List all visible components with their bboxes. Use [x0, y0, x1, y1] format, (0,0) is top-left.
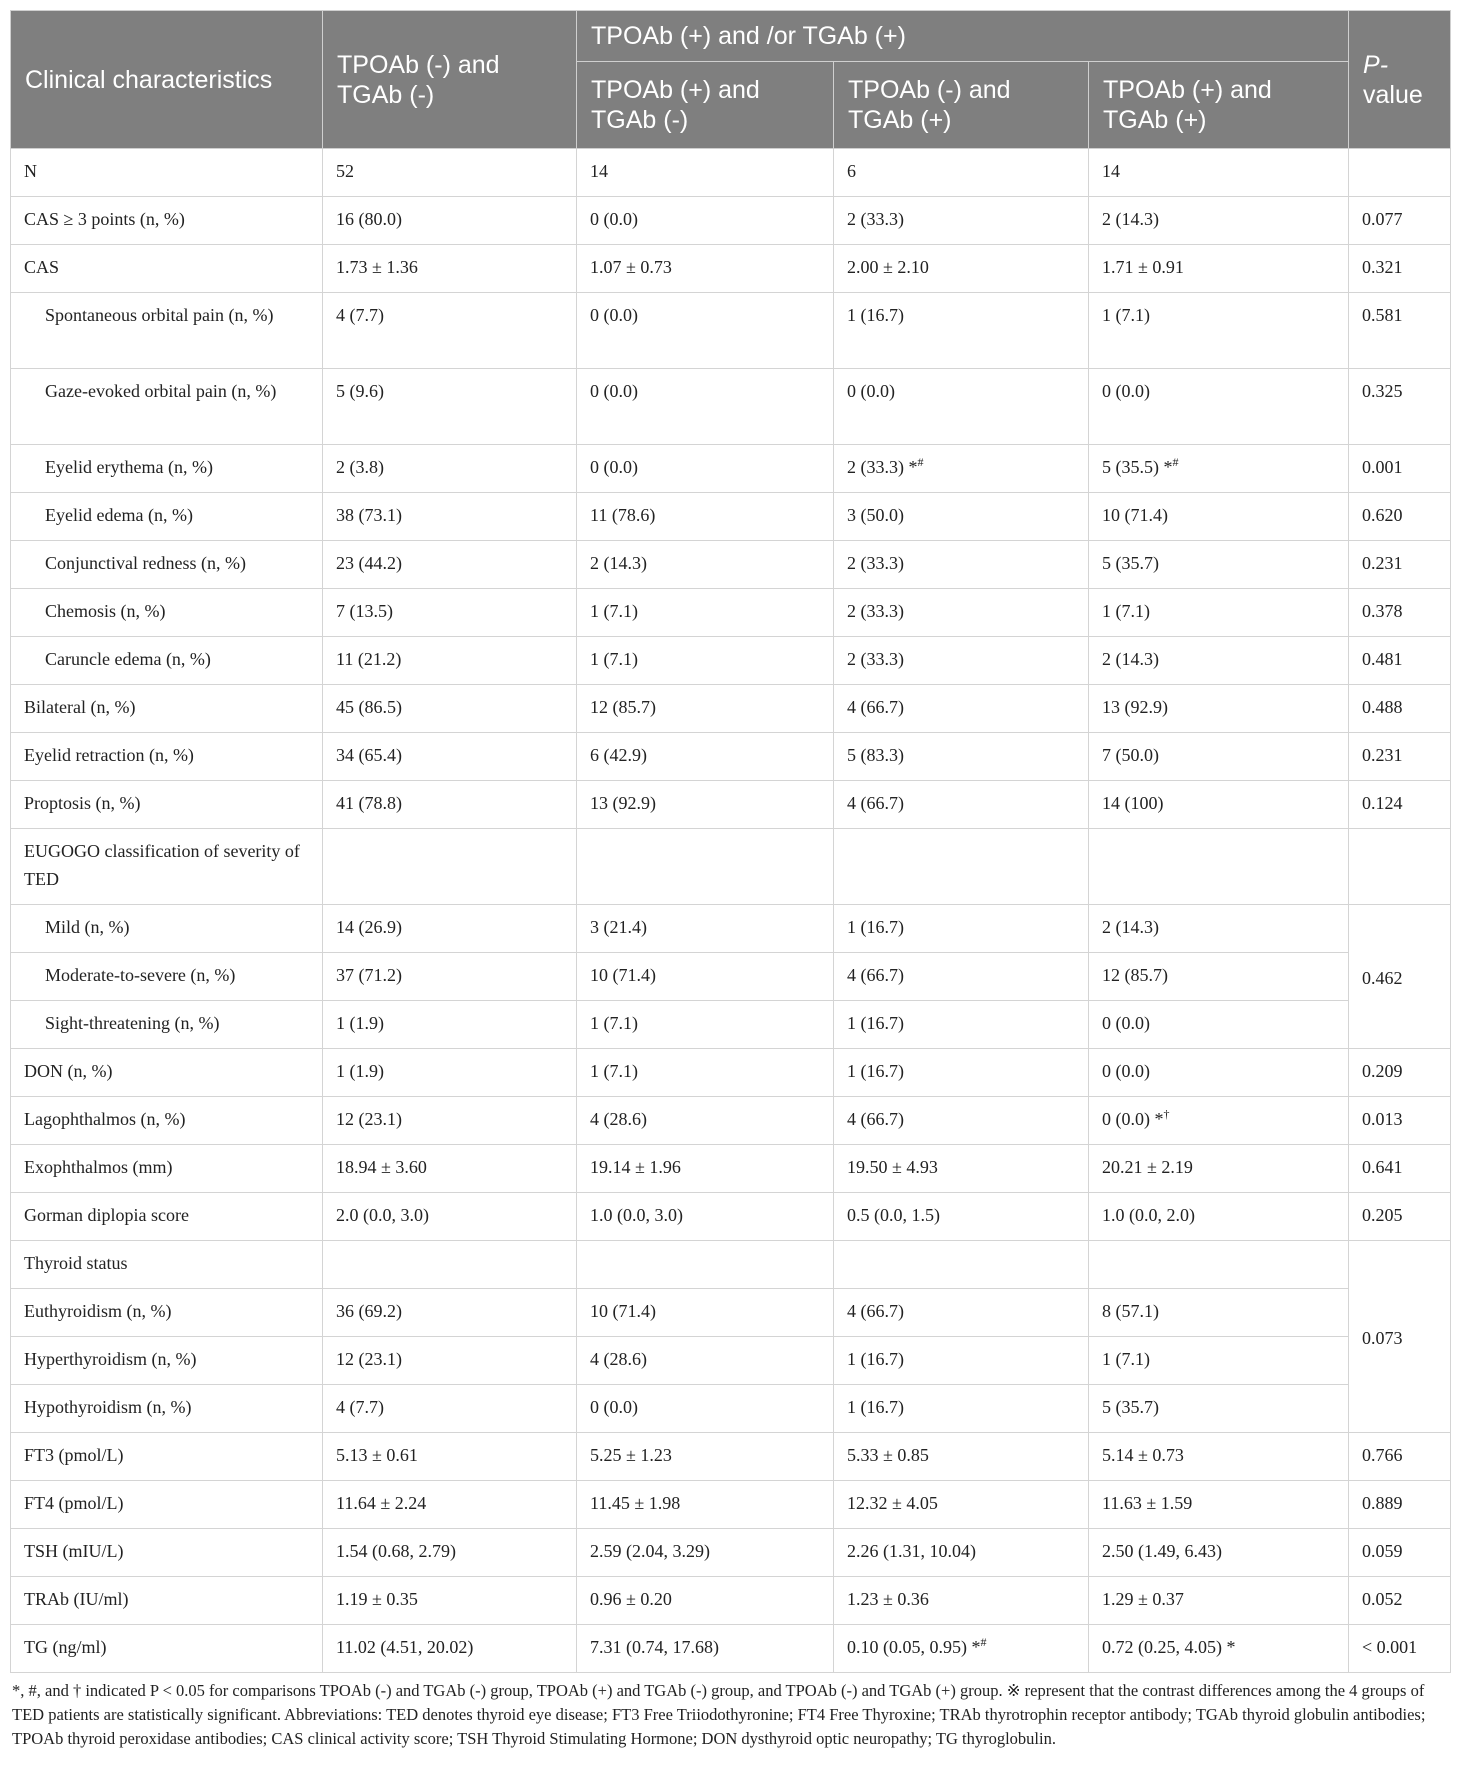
row-label: Eyelid erythema (n, %) — [11, 445, 323, 493]
cell-c5: 2 (14.3) — [1089, 905, 1349, 953]
cell-c5: 1 (7.1) — [1089, 589, 1349, 637]
header-p-rest: value — [1363, 80, 1423, 109]
cell-p — [1349, 829, 1451, 905]
row-label: Hyperthyroidism (n, %) — [11, 1337, 323, 1385]
cell-c5-value: 0 (0.0) * — [1102, 1109, 1164, 1129]
row-label: TSH (mIU/L) — [11, 1529, 323, 1577]
table-row — [11, 445, 1451, 493]
cell-c3: 0 (0.0) — [577, 445, 834, 493]
cell-c5: 11.63 ± 1.59 — [1089, 1481, 1349, 1529]
cell-p: 0.001 — [1349, 445, 1451, 493]
cell-c2: 5 (9.6) — [323, 369, 577, 445]
row-label: Gorman diplopia score — [11, 1193, 323, 1241]
cell-c5: 7 (50.0) — [1089, 733, 1349, 781]
table-row — [11, 541, 1451, 589]
cell-c5: 14 — [1089, 149, 1349, 197]
cell-c5: 0.72 (0.25, 4.05) * — [1089, 1625, 1349, 1673]
row-label: Bilateral (n, %) — [11, 685, 323, 733]
cell-c3: 0.96 ± 0.20 — [577, 1577, 834, 1625]
header-group-positive: TPOAb (+) and /or TGAb (+) — [577, 11, 1349, 62]
cell-c5: 1 (7.1) — [1089, 293, 1349, 369]
row-label: FT4 (pmol/L) — [11, 1481, 323, 1529]
cell-c5: 1.29 ± 0.37 — [1089, 1577, 1349, 1625]
cell-c2: 4 (7.7) — [323, 293, 577, 369]
cell-c2: 52 — [323, 149, 577, 197]
cell-c4: 0 (0.0) — [834, 369, 1089, 445]
cell-c5: 0 (0.0) — [1089, 1001, 1349, 1049]
cell-p: 0.231 — [1349, 541, 1451, 589]
cell-c4: 19.50 ± 4.93 — [834, 1145, 1089, 1193]
cell-c4-sup: # — [980, 1635, 987, 1649]
cell-c5 — [1089, 445, 1349, 493]
cell-p: 0.462 — [1349, 905, 1451, 1049]
cell-c4: 1 (16.7) — [834, 293, 1089, 369]
cell-c2: 11 (21.2) — [323, 637, 577, 685]
cell-c4: 1 (16.7) — [834, 1385, 1089, 1433]
row-label: TG (ng/ml) — [11, 1625, 323, 1673]
cell-c5: 12 (85.7) — [1089, 953, 1349, 1001]
cell-c2: 38 (73.1) — [323, 493, 577, 541]
cell-c3: 0 (0.0) — [577, 293, 834, 369]
cell-c2: 36 (69.2) — [323, 1289, 577, 1337]
table-row — [11, 1001, 1451, 1049]
table-row — [11, 781, 1451, 829]
cell-c3: 3 (21.4) — [577, 905, 834, 953]
cell-c5: 20.21 ± 2.19 — [1089, 1145, 1349, 1193]
row-label: Gaze-evoked orbital pain (n, %) — [11, 369, 323, 445]
row-label: Proptosis (n, %) — [11, 781, 323, 829]
cell-c5: 8 (57.1) — [1089, 1289, 1349, 1337]
table-row — [11, 589, 1451, 637]
table-row — [11, 1241, 1451, 1289]
cell-c3 — [577, 829, 834, 905]
cell-c5: 13 (92.9) — [1089, 685, 1349, 733]
row-label: Spontaneous orbital pain (n, %) — [11, 293, 323, 369]
cell-c3: 1.07 ± 0.73 — [577, 245, 834, 293]
cell-c2: 2.0 (0.0, 3.0) — [323, 1193, 577, 1241]
cell-c4 — [834, 1625, 1089, 1673]
row-label: EUGOGO classification of severity of TED — [11, 829, 323, 905]
cell-c2: 11.02 (4.51, 20.02) — [323, 1625, 577, 1673]
row-label: Eyelid retraction (n, %) — [11, 733, 323, 781]
cell-p: 0.488 — [1349, 685, 1451, 733]
header-tpoab-neg-tgab-neg: TPOAb (-) and TGAb (-) — [323, 11, 577, 149]
table-row — [11, 293, 1451, 369]
cell-c4: 3 (50.0) — [834, 493, 1089, 541]
row-label: Hypothyroidism (n, %) — [11, 1385, 323, 1433]
cell-p: 0.766 — [1349, 1433, 1451, 1481]
cell-c4: 4 (66.7) — [834, 1289, 1089, 1337]
cell-c2 — [323, 829, 577, 905]
cell-c5: 14 (100) — [1089, 781, 1349, 829]
cell-c3: 4 (28.6) — [577, 1337, 834, 1385]
cell-c4: 2.00 ± 2.10 — [834, 245, 1089, 293]
table-row — [11, 1385, 1451, 1433]
row-label: Exophthalmos (mm) — [11, 1145, 323, 1193]
table-container — [10, 10, 1450, 1751]
cell-c2: 12 (23.1) — [323, 1097, 577, 1145]
cell-c4: 5 (83.3) — [834, 733, 1089, 781]
cell-c2: 37 (71.2) — [323, 953, 577, 1001]
cell-c3: 10 (71.4) — [577, 1289, 834, 1337]
table-row — [11, 493, 1451, 541]
cell-c5: 5.14 ± 0.73 — [1089, 1433, 1349, 1481]
cell-c4: 2.26 (1.31, 10.04) — [834, 1529, 1089, 1577]
cell-c3: 10 (71.4) — [577, 953, 834, 1001]
cell-c3: 19.14 ± 1.96 — [577, 1145, 834, 1193]
header-tpoab-pos-tgab-pos: TPOAb (+) and TGAb (+) — [1089, 62, 1349, 149]
cell-c4 — [834, 1241, 1089, 1289]
row-label: Euthyroidism (n, %) — [11, 1289, 323, 1337]
table-row — [11, 637, 1451, 685]
cell-c4-sup: # — [917, 455, 924, 469]
cell-c2: 4 (7.7) — [323, 1385, 577, 1433]
cell-c2: 23 (44.2) — [323, 541, 577, 589]
row-label: Lagophthalmos (n, %) — [11, 1097, 323, 1145]
cell-c4 — [834, 445, 1089, 493]
table-row — [11, 685, 1451, 733]
cell-c4: 0.5 (0.0, 1.5) — [834, 1193, 1089, 1241]
cell-c3: 0 (0.0) — [577, 197, 834, 245]
cell-c4: 2 (33.3) — [834, 589, 1089, 637]
table-row — [11, 1577, 1451, 1625]
cell-c4: 1 (16.7) — [834, 905, 1089, 953]
cell-c4: 5.33 ± 0.85 — [834, 1433, 1089, 1481]
cell-p: 0.059 — [1349, 1529, 1451, 1577]
table-row — [11, 1433, 1451, 1481]
cell-p: 0.052 — [1349, 1577, 1451, 1625]
cell-c2: 2 (3.8) — [323, 445, 577, 493]
cell-p — [1349, 149, 1451, 197]
cell-c4: 12.32 ± 4.05 — [834, 1481, 1089, 1529]
cell-c5: 1.0 (0.0, 2.0) — [1089, 1193, 1349, 1241]
cell-c2: 1.54 (0.68, 2.79) — [323, 1529, 577, 1577]
header-p-value — [1349, 11, 1451, 149]
cell-c2: 7 (13.5) — [323, 589, 577, 637]
cell-c5 — [1089, 1097, 1349, 1145]
cell-c4 — [834, 829, 1089, 905]
cell-c3: 13 (92.9) — [577, 781, 834, 829]
cell-c2: 5.13 ± 0.61 — [323, 1433, 577, 1481]
cell-c4: 1 (16.7) — [834, 1049, 1089, 1097]
table-row — [11, 1625, 1451, 1673]
row-label: CAS ≥ 3 points (n, %) — [11, 197, 323, 245]
header-p-italic: P- — [1363, 50, 1389, 79]
cell-c5: 10 (71.4) — [1089, 493, 1349, 541]
cell-p: 0.325 — [1349, 369, 1451, 445]
cell-c3: 11 (78.6) — [577, 493, 834, 541]
cell-c3: 5.25 ± 1.23 — [577, 1433, 834, 1481]
cell-p: 0.124 — [1349, 781, 1451, 829]
cell-c3: 0 (0.0) — [577, 1385, 834, 1433]
row-label: Chemosis (n, %) — [11, 589, 323, 637]
table-row — [11, 829, 1451, 905]
header-clinical-characteristics: Clinical characteristics — [11, 11, 323, 149]
cell-p: 0.378 — [1349, 589, 1451, 637]
cell-c4: 1 (16.7) — [834, 1001, 1089, 1049]
table-row — [11, 369, 1451, 445]
row-label: TRAb (IU/ml) — [11, 1577, 323, 1625]
table-row — [11, 1481, 1451, 1529]
cell-c4: 4 (66.7) — [834, 953, 1089, 1001]
row-label: Mild (n, %) — [11, 905, 323, 953]
cell-c5: 5 (35.7) — [1089, 541, 1349, 589]
cell-c2: 1 (1.9) — [323, 1001, 577, 1049]
cell-c3: 1 (7.1) — [577, 1001, 834, 1049]
table-row — [11, 1145, 1451, 1193]
cell-c3: 7.31 (0.74, 17.68) — [577, 1625, 834, 1673]
cell-c3: 14 — [577, 149, 834, 197]
cell-c5-value: 5 (35.5) * — [1102, 457, 1173, 477]
cell-c4: 4 (66.7) — [834, 1097, 1089, 1145]
header-tpoab-neg-tgab-pos: TPOAb (-) and TGAb (+) — [834, 62, 1089, 149]
cell-c3: 1.0 (0.0, 3.0) — [577, 1193, 834, 1241]
row-label: Eyelid edema (n, %) — [11, 493, 323, 541]
clinical-characteristics-table — [10, 10, 1451, 1673]
cell-c4: 2 (33.3) — [834, 197, 1089, 245]
row-label: N — [11, 149, 323, 197]
cell-c3: 1 (7.1) — [577, 589, 834, 637]
cell-p: < 0.001 — [1349, 1625, 1451, 1673]
cell-p: 0.205 — [1349, 1193, 1451, 1241]
cell-c4: 6 — [834, 149, 1089, 197]
header-tpoab-pos-tgab-neg: TPOAb (+) and TGAb (-) — [577, 62, 834, 149]
cell-c3: 4 (28.6) — [577, 1097, 834, 1145]
cell-c4-value: 0.10 (0.05, 0.95) * — [847, 1637, 981, 1657]
cell-c2: 34 (65.4) — [323, 733, 577, 781]
table-row — [11, 1193, 1451, 1241]
cell-c5: 0 (0.0) — [1089, 369, 1349, 445]
cell-c4: 2 (33.3) — [834, 541, 1089, 589]
cell-c5: 0 (0.0) — [1089, 1049, 1349, 1097]
row-label: Caruncle edema (n, %) — [11, 637, 323, 685]
cell-p: 0.013 — [1349, 1097, 1451, 1145]
cell-c2 — [323, 1241, 577, 1289]
row-label: CAS — [11, 245, 323, 293]
cell-p: 0.209 — [1349, 1049, 1451, 1097]
cell-c3: 6 (42.9) — [577, 733, 834, 781]
cell-p: 0.481 — [1349, 637, 1451, 685]
table-row — [11, 149, 1451, 197]
table-row — [11, 1529, 1451, 1577]
cell-c5 — [1089, 829, 1349, 905]
cell-p: 0.581 — [1349, 293, 1451, 369]
cell-c5: 1 (7.1) — [1089, 1337, 1349, 1385]
cell-c5: 2 (14.3) — [1089, 637, 1349, 685]
cell-p: 0.641 — [1349, 1145, 1451, 1193]
cell-c2: 1.73 ± 1.36 — [323, 245, 577, 293]
table-row — [11, 733, 1451, 781]
cell-c3: 2.59 (2.04, 3.29) — [577, 1529, 834, 1577]
cell-c2: 41 (78.8) — [323, 781, 577, 829]
cell-c5: 1.71 ± 0.91 — [1089, 245, 1349, 293]
table-row — [11, 1097, 1451, 1145]
cell-p: 0.231 — [1349, 733, 1451, 781]
cell-c5-sup: # — [1172, 455, 1179, 469]
cell-c3: 0 (0.0) — [577, 369, 834, 445]
cell-c5-sup: † — [1163, 1107, 1170, 1121]
table-footnote: *, #, and † indicated P < 0.05 for comparisons TPOAb (-) and TGAb (-) group, TPOAb (+) and TGAb (-) group, and TPOAb (-) and TGAb (+) group. ※ represent that the contrast differences among the 4 groups of TED patients are statistically significant. Abbreviations: TED denotes thyroid eye disease; FT3 Free Triiodothyronine; FT4 Free Thyroxine; TRAb thyrotrophin receptor antibody; TGAb thyroid globulin antibodies; TPOAb thyroid peroxidase antibodies; CAS clinical activity score; TSH Thyroid Stimulating Hormone; DON dysthyroid optic neuropathy; TG thyroglobulin. — [12, 1681, 1426, 1748]
row-label: Sight-threatening (n, %) — [11, 1001, 323, 1049]
cell-p: 0.889 — [1349, 1481, 1451, 1529]
cell-c4: 4 (66.7) — [834, 781, 1089, 829]
row-label: FT3 (pmol/L) — [11, 1433, 323, 1481]
cell-c2: 18.94 ± 3.60 — [323, 1145, 577, 1193]
row-label: Moderate-to-severe (n, %) — [11, 953, 323, 1001]
cell-c3: 12 (85.7) — [577, 685, 834, 733]
cell-c3: 2 (14.3) — [577, 541, 834, 589]
cell-c3 — [577, 1241, 834, 1289]
cell-p: 0.620 — [1349, 493, 1451, 541]
table-row — [11, 905, 1451, 953]
table-row — [11, 1289, 1451, 1337]
cell-c4-value: 2 (33.3) * — [847, 457, 918, 477]
cell-c5: 2 (14.3) — [1089, 197, 1349, 245]
cell-c2: 14 (26.9) — [323, 905, 577, 953]
cell-c4: 4 (66.7) — [834, 685, 1089, 733]
table-body — [11, 149, 1451, 1673]
cell-c3: 1 (7.1) — [577, 637, 834, 685]
cell-c2: 12 (23.1) — [323, 1337, 577, 1385]
row-label: Conjunctival redness (n, %) — [11, 541, 323, 589]
cell-c5 — [1089, 1241, 1349, 1289]
cell-c2: 16 (80.0) — [323, 197, 577, 245]
table-header — [11, 11, 1451, 149]
cell-c4: 1.23 ± 0.36 — [834, 1577, 1089, 1625]
cell-p: 0.321 — [1349, 245, 1451, 293]
row-label: Thyroid status — [11, 1241, 323, 1289]
cell-c5: 2.50 (1.49, 6.43) — [1089, 1529, 1349, 1577]
cell-c2: 11.64 ± 2.24 — [323, 1481, 577, 1529]
cell-c2: 1.19 ± 0.35 — [323, 1577, 577, 1625]
table-row — [11, 953, 1451, 1001]
table-row — [11, 1337, 1451, 1385]
cell-c2: 1 (1.9) — [323, 1049, 577, 1097]
cell-c5: 5 (35.7) — [1089, 1385, 1349, 1433]
table-row — [11, 245, 1451, 293]
cell-c2: 45 (86.5) — [323, 685, 577, 733]
row-label: DON (n, %) — [11, 1049, 323, 1097]
cell-c4: 2 (33.3) — [834, 637, 1089, 685]
table-row — [11, 1049, 1451, 1097]
cell-c3: 11.45 ± 1.98 — [577, 1481, 834, 1529]
table-row — [11, 197, 1451, 245]
cell-p: 0.077 — [1349, 197, 1451, 245]
cell-c3: 1 (7.1) — [577, 1049, 834, 1097]
cell-p: 0.073 — [1349, 1241, 1451, 1433]
cell-c4: 1 (16.7) — [834, 1337, 1089, 1385]
